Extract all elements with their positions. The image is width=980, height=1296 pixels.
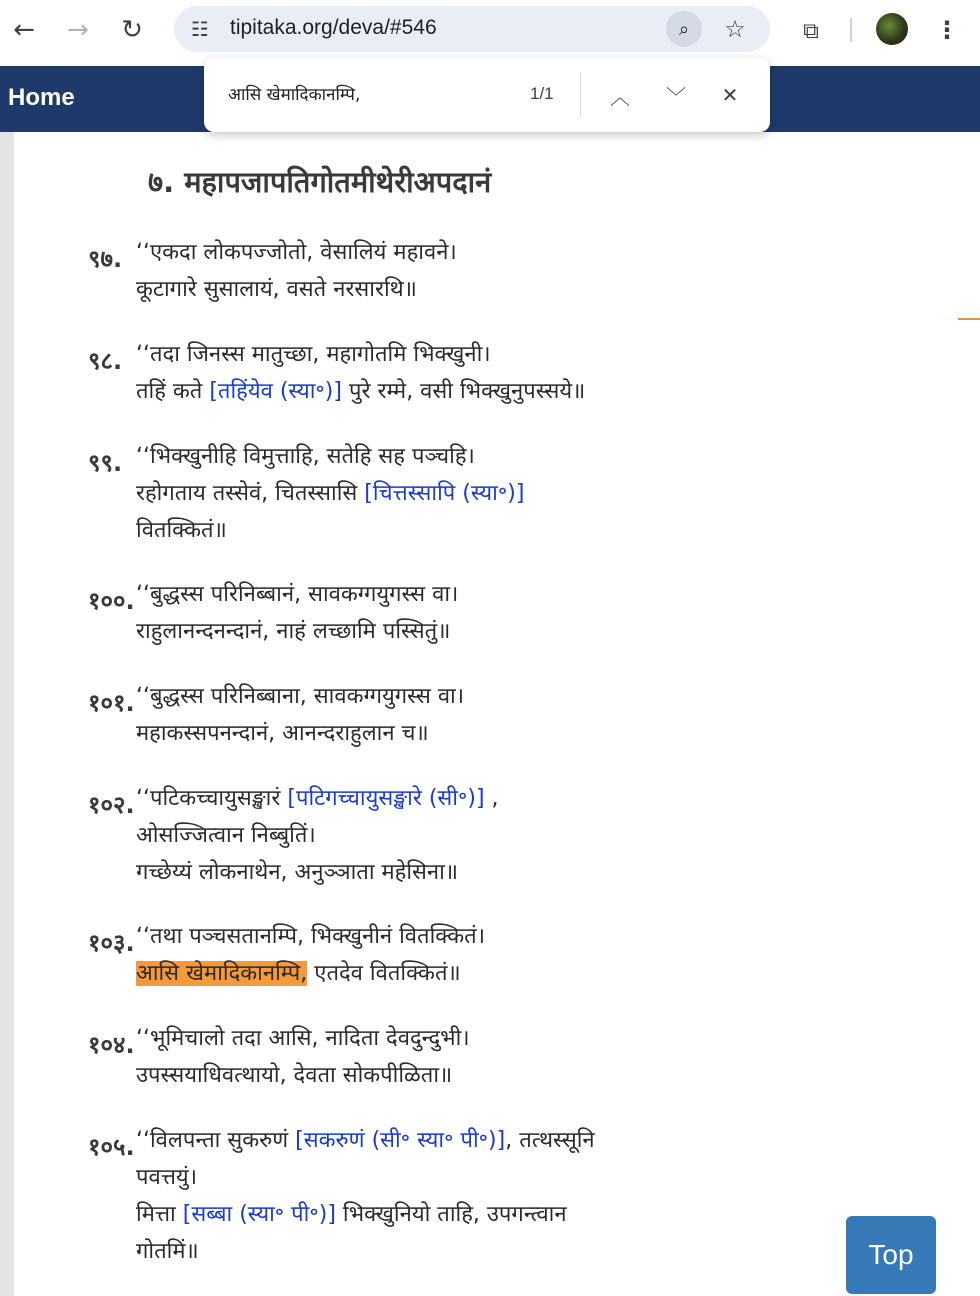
left-margin-strip (0, 132, 14, 1296)
variant-reading-link[interactable]: [सकरुणं (सी॰ स्या॰ पी॰)] (295, 1128, 506, 1153)
verse-number: १०४. (88, 1031, 135, 1059)
verse-text: , तत्थस्सूनि (505, 1128, 595, 1153)
top-button[interactable]: Top (846, 1216, 936, 1294)
verse-text: महाकस्सपनन्दानं, आनन्दराहुलान च॥ (136, 721, 429, 746)
verse-line (136, 375, 585, 409)
home-link[interactable]: Home (8, 84, 75, 111)
verse-number: १०५. (88, 1133, 135, 1161)
find-in-page-icon[interactable]: ⌕ (666, 11, 702, 47)
variant-reading-link[interactable]: [तहिंयेव (स्या॰)] (209, 379, 342, 404)
find-match-count: 1/1 (530, 84, 554, 103)
verse-text: , (484, 786, 499, 811)
verse-text: राहुलानन्दनन्दानं, नाहं लच्छामि पस्सितुं॥ (136, 619, 451, 644)
browser-toolbar (0, 0, 980, 62)
verse-line (136, 1161, 197, 1195)
verse-text: एतदेव वितक्कितं॥ (307, 961, 461, 986)
verse-line (136, 338, 491, 372)
verse-number: १०१. (88, 689, 135, 717)
verse-text: ‘‘तदा जिनस्स मातुच्छा, महागोतमि भिक्खुनी। (136, 342, 491, 367)
verse-line (136, 1198, 567, 1232)
browser-menu-icon[interactable]: ⋮ (935, 16, 959, 44)
verse-line (136, 1022, 470, 1056)
chapter-title: ७. महापजापतिगोतमीथेरीअपदानं (148, 165, 492, 199)
back-icon[interactable]: ← (13, 15, 35, 45)
verse-text: पुरे रम्मे, वसी भिक्खुनुपस्सये॥ (341, 379, 586, 404)
right-accent-line (958, 318, 980, 320)
verse-text: तहिं कते (136, 379, 210, 404)
bookmark-star-icon[interactable]: ☆ (724, 15, 746, 43)
verse-text: पवत्तयुं। (136, 1165, 198, 1190)
verse-line (136, 782, 499, 816)
verse-text: ओसज्जित्वान निब्बुतिं। (136, 823, 316, 848)
verse-text: मित्ता (136, 1202, 183, 1227)
verse-text: ‘‘भिक्खुनीहि विमुत्ताहि, सतेहि सह पञ्चहि। (136, 444, 475, 469)
verse-text: ‘‘बुद्धस्स परिनिब्बानं, सावकग्गयुगस्स वा। (136, 582, 459, 607)
verse-line (136, 856, 458, 890)
verse-text: गोतमिं॥ (136, 1239, 199, 1264)
close-icon[interactable]: ✕ (721, 83, 739, 107)
verse-text: वितक्कितं॥ (136, 518, 227, 543)
verse-line (136, 717, 429, 751)
verse-line (136, 615, 450, 649)
verse-line (136, 819, 316, 853)
verse-line (136, 1235, 199, 1269)
address-bar[interactable] (174, 6, 770, 52)
variant-reading-link[interactable]: [सब्बा (स्या॰ पी॰)] (182, 1202, 336, 1227)
chevron-down-icon[interactable]: ﹀ (666, 84, 686, 109)
verse-text: गच्छेय्यं लोकनाथेन, अनुञ्ञाता महेसिना॥ (136, 860, 459, 885)
verse-line (136, 957, 461, 991)
verse-line (136, 680, 464, 714)
verse-text: ‘‘विलपन्ता सुकरुणं (136, 1128, 296, 1153)
find-input[interactable]: आसि खेमादिकानम्पि, (228, 85, 361, 105)
verse-line (136, 1059, 452, 1093)
verse-line (136, 236, 457, 270)
profile-avatar[interactable] (876, 13, 908, 45)
find-bar-divider (580, 72, 581, 118)
verse-number: १०२. (88, 791, 135, 819)
verse-line (136, 440, 475, 474)
verse-text: रहोगताय तस्सेवं, चितस्सासि (136, 481, 365, 506)
extensions-icon[interactable]: ⧉ (803, 18, 819, 44)
verse-line (136, 514, 227, 548)
verse-line (136, 477, 524, 511)
find-bar (204, 58, 770, 132)
variant-reading-link[interactable]: [पटिगच्चायुसङ्खारे (सी॰)] (287, 786, 485, 811)
verse-number: ९७. (88, 245, 123, 273)
verse-number: ९८. (88, 347, 123, 375)
verse-line (136, 1124, 595, 1158)
verse-text: उपस्सयाधिवत्थायो, देवता सोकपीळिता॥ (136, 1063, 453, 1088)
verse-number: ९९. (88, 449, 123, 477)
verse-text: ‘‘तथा पञ्चसतानम्पि, भिक्खुनीनं वितक्कितं। (136, 924, 486, 949)
verse-text: ‘‘बुद्धस्स परिनिब्बाना, सावकग्गयुगस्स वा। (136, 684, 465, 709)
verse-line (136, 920, 485, 954)
verse-text: ‘‘पटिकच्चायुसङ्खारं (136, 786, 288, 811)
verse-text: ‘‘भूमिचालो तदा आसि, नादिता देवदुन्दुभी। (136, 1026, 470, 1051)
verse-text: भिक्खुनियो ताहि, उपगन्त्वान (335, 1202, 567, 1227)
verse-number: १००. (88, 587, 135, 615)
verse-line (136, 578, 458, 612)
verse-text: कूटागारे सुसालायं, वसते नरसारथि॥ (136, 277, 417, 302)
variant-reading-link[interactable]: [चित्तस्सापि (स्या॰)] (364, 481, 525, 506)
verse-number: १०३. (88, 929, 135, 957)
chevron-up-icon[interactable]: ︿ (610, 84, 630, 109)
verse-text: ‘‘एकदा लोकपज्जोतो, वेसालियं महावने। (136, 240, 457, 265)
toolbar-divider (850, 18, 852, 42)
reload-icon[interactable]: ↻ (121, 15, 143, 45)
site-info-icon[interactable]: ☷ (191, 17, 209, 41)
verse-line (136, 273, 417, 307)
find-highlight: आसि खेमादिकानम्पि, (136, 961, 308, 986)
forward-icon[interactable]: → (67, 15, 89, 45)
url-text[interactable]: tipitaka.org/deva/#546 (230, 16, 437, 39)
